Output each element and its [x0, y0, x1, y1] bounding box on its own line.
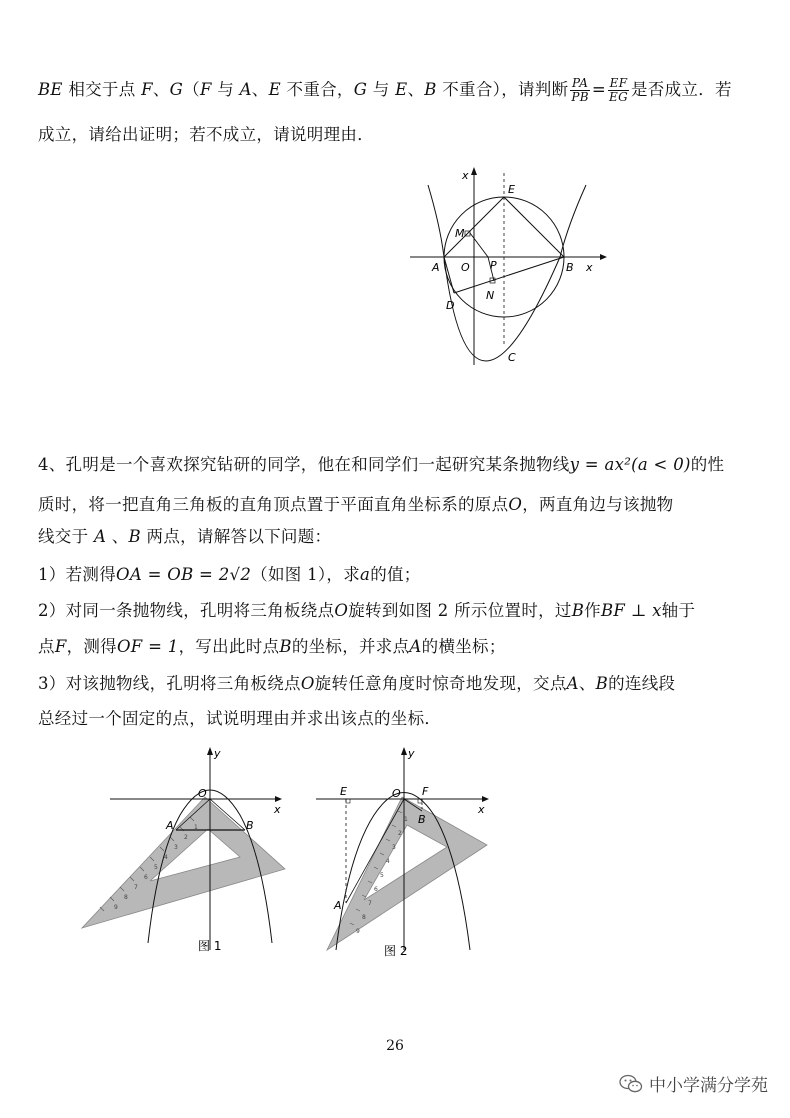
text: 旋转任意角度时惊奇地发现，交点	[314, 674, 567, 693]
ruler-num: 2	[184, 834, 188, 841]
ruler-num: 1	[404, 816, 408, 823]
ruler-num: 4	[386, 858, 390, 865]
var-A: A	[239, 80, 252, 99]
ruler-num: 7	[368, 900, 372, 907]
label-B: B	[418, 813, 426, 826]
fraction-ef-eg	[608, 77, 629, 104]
text: （	[183, 80, 200, 99]
var-A: A	[409, 637, 422, 656]
ruler-num: 6	[144, 874, 148, 881]
text: 的值；	[370, 565, 421, 584]
text: ，测得	[66, 637, 117, 656]
label-M: M	[455, 227, 465, 240]
problem4-question2-cont	[38, 636, 506, 658]
var-E: E	[395, 80, 408, 99]
problem4-question3-cont: 总经过一个固定的点，试说明理由并求出该点的坐标．	[38, 709, 442, 728]
x-axis-arrow	[275, 796, 282, 802]
var-a: a	[360, 565, 371, 584]
var-O: O	[300, 674, 315, 693]
text: 质时，将一把直角三角板的直角顶点置于平面直角坐标系的原点	[38, 495, 509, 514]
watermark	[619, 1071, 768, 1096]
text: 、	[106, 527, 129, 546]
problem4-line1	[38, 454, 724, 476]
page-number: 26	[386, 1038, 404, 1054]
var-G: G	[169, 80, 184, 99]
text: 与	[211, 80, 240, 99]
text: 1）若测得	[38, 565, 116, 584]
var-B: B	[279, 637, 292, 656]
right-angle-E	[346, 799, 350, 803]
frac-den: EG	[609, 90, 628, 104]
ruler-num: 3	[174, 844, 178, 851]
text: 线交于	[38, 527, 94, 546]
seg-BE: BE	[38, 80, 63, 99]
wechat-icon	[619, 1074, 643, 1094]
label-B: B	[566, 261, 574, 274]
ruler-num: 9	[114, 904, 118, 911]
text: ，两直角边与该抛物	[522, 495, 674, 514]
text: 的横坐标；	[421, 637, 506, 656]
x-axis-arrow	[482, 796, 489, 802]
text: 的连线段	[608, 674, 676, 693]
var-F: F	[199, 80, 212, 99]
formula-oa-ob: OA = OB = 2√2	[116, 565, 252, 584]
label-O: O	[198, 787, 207, 800]
label-F: F	[422, 785, 429, 798]
figure-circle-parabola-svg	[410, 165, 610, 370]
x-axis-arrow	[600, 254, 607, 260]
text: 4、孔明是一个喜欢探究钻研的同学，他在和同学们一起研究某条抛物线	[38, 455, 570, 474]
label-N: N	[486, 289, 495, 302]
text: 、	[251, 80, 269, 99]
text: 旋转到如图 2 所示位置时，过	[348, 601, 572, 620]
ruler-num: 2	[398, 830, 402, 837]
label-E: E	[340, 785, 347, 798]
figure-2-svg	[312, 745, 497, 960]
var-A: A	[93, 527, 107, 546]
fraction-pa-pb	[570, 77, 590, 104]
label-x: x	[586, 261, 593, 274]
ruler-num: 7	[134, 884, 138, 891]
y-axis-arrow	[401, 747, 407, 755]
formula-parabola: y = ax²(a < 0)	[569, 455, 691, 474]
var-E: E	[268, 80, 281, 99]
text: 轴于	[661, 601, 696, 620]
figure-2	[312, 745, 497, 960]
ruler-num: 9	[356, 928, 360, 935]
label-O: O	[461, 261, 470, 274]
y-axis-arrow	[207, 747, 213, 755]
label-C: C	[508, 351, 516, 364]
label-A: A	[334, 899, 342, 912]
equals-sign: =	[591, 80, 607, 99]
text: ，写出此时点	[178, 637, 280, 656]
label-O: O	[392, 787, 401, 800]
text: 两点，请解答以下问题：	[140, 527, 332, 546]
label-P: P	[490, 259, 497, 272]
figure-circle-parabola	[410, 165, 610, 370]
seg-BD	[454, 257, 564, 293]
label-y: y	[408, 747, 415, 760]
label-x: x	[274, 803, 281, 816]
text: 、	[152, 80, 170, 99]
text: 与	[367, 80, 396, 99]
label-y: y	[214, 747, 221, 760]
problem3-line2: 成立，请给出证明；若不成立，请说明理由．	[38, 125, 374, 144]
problem4-question3	[38, 673, 675, 695]
var-G: G	[353, 80, 368, 99]
var-F: F	[54, 637, 67, 656]
ruler-num: 6	[374, 886, 378, 893]
frac-num: PA	[572, 76, 589, 90]
text: 的坐标，并求点	[291, 637, 410, 656]
text: 的性	[690, 455, 725, 474]
text: 不重合），请判断	[436, 80, 569, 99]
seg-PM	[470, 233, 488, 257]
text: 相交于点	[62, 80, 142, 99]
ruler-num: 3	[392, 844, 396, 851]
frac-den: PB	[571, 90, 589, 104]
text: 2）对同一条抛物线，孔明将三角板绕点	[38, 601, 335, 620]
ruler-num: 1	[194, 824, 198, 831]
formula-bf-perp: BF ⊥ x	[600, 601, 662, 620]
text: （如图 1），求	[251, 565, 361, 584]
label-x: x	[478, 803, 485, 816]
label-A: A	[432, 261, 440, 274]
figure-2-caption: 图 2	[384, 944, 408, 958]
text: 点	[38, 637, 55, 656]
text: 3）对该抛物线，孔明将三角板绕点	[38, 674, 301, 693]
var-A: A	[566, 674, 579, 693]
label-D: D	[446, 299, 455, 312]
problem3-line1	[38, 77, 732, 104]
ruler-num: 4	[164, 854, 168, 861]
text: 、	[578, 674, 596, 693]
figure-1-svg	[80, 745, 290, 960]
watermark-text: 中小学满分学苑	[649, 1076, 768, 1096]
var-B: B	[128, 527, 141, 546]
ruler-num: 8	[362, 914, 366, 921]
label-E: E	[508, 183, 515, 196]
problem4-question1	[38, 564, 421, 586]
var-O: O	[508, 495, 523, 514]
figure-1-caption: 图 1	[198, 939, 222, 953]
ruler-num: 8	[124, 894, 128, 901]
label-A: A	[166, 819, 174, 832]
var-O: O	[334, 601, 349, 620]
label-y: x	[462, 169, 469, 182]
var-B: B	[571, 601, 585, 620]
var-B: B	[424, 80, 437, 99]
figure-1	[80, 745, 290, 960]
label-B: B	[246, 819, 254, 832]
var-B: B	[595, 674, 609, 693]
text: 不重合，	[280, 80, 354, 99]
seg-EB	[504, 197, 564, 257]
ruler-num: 5	[380, 872, 384, 879]
y-axis-arrow	[471, 167, 477, 175]
problem4-question2	[38, 600, 695, 622]
frac-num: EF	[609, 76, 628, 90]
formula-of: OF = 1	[116, 637, 179, 656]
ruler-num: 5	[154, 864, 158, 871]
problem4-line2	[38, 494, 673, 516]
text: 是否成立．若	[631, 80, 732, 99]
text: 作	[584, 601, 601, 620]
var-F: F	[141, 80, 153, 99]
problem4-line3	[38, 526, 331, 548]
text: 、	[407, 80, 425, 99]
